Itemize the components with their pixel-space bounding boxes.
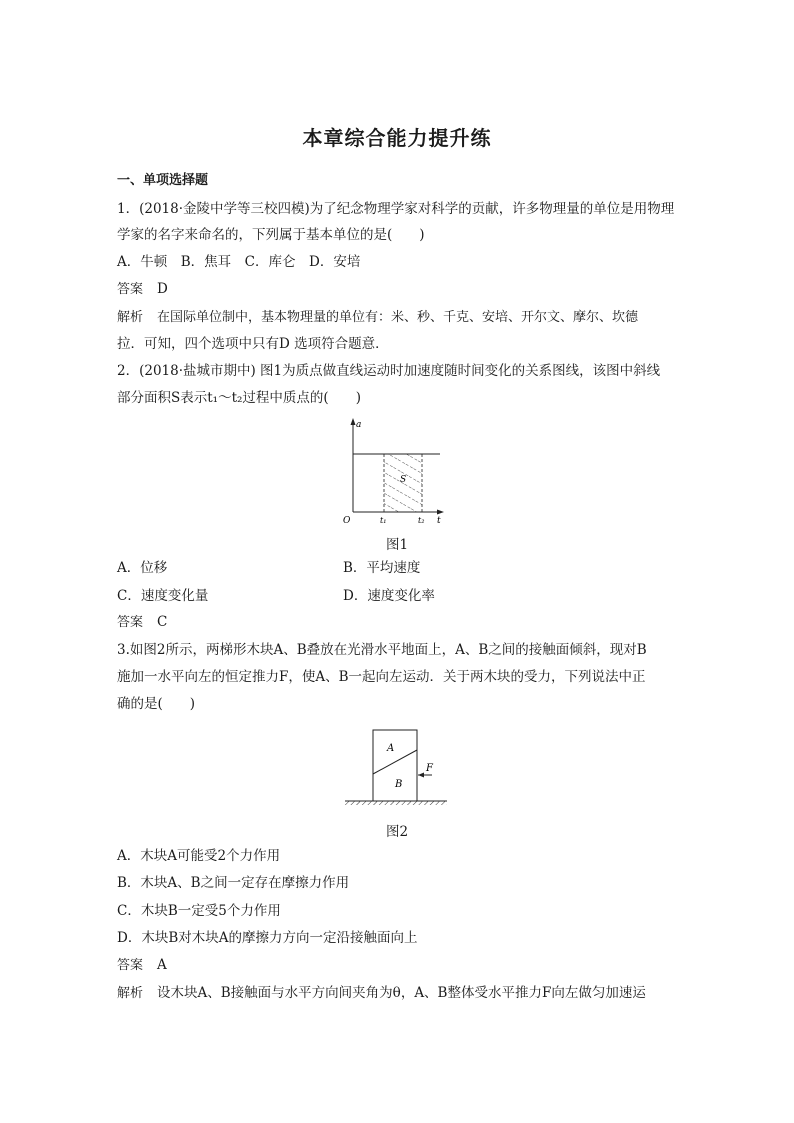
q1-answer bbox=[117, 280, 168, 299]
block-b-label: B bbox=[395, 779, 403, 790]
figure-1-caption: 图1 bbox=[385, 537, 409, 553]
t1-label: t₁ bbox=[380, 516, 387, 525]
section-heading: 一、单项选择题 bbox=[117, 173, 209, 188]
answer-label: 答案 bbox=[117, 958, 144, 973]
q2-stem-line1: 2．(2018·盐城市期中) 图1为质点做直线运动时加速度随时间变化的关系图线，该图中斜线 bbox=[117, 363, 661, 379]
q3-stem-line1: 3.如图2所示，两梯形木块A、B叠放在光滑水平地面上，A、B之间的接触面倾斜，现对B bbox=[117, 642, 647, 658]
answer-label: 答案 bbox=[117, 282, 144, 297]
q1-stem-line1: 1．(2018·金陵中学等三校四模)为了纪念物理学家对科学的贡献，许多物理量的单位是用物理 bbox=[117, 201, 675, 217]
area-label: S bbox=[400, 475, 407, 485]
q1-stem-line2: 学家的名字来命名的，下列属于基本单位的是( ) bbox=[117, 227, 425, 243]
page-title: 本章综合能力提升练 bbox=[302, 126, 492, 150]
q3-option-a: A．木块A可能受2个力作用 bbox=[117, 848, 281, 864]
analysis-label: 解析 bbox=[117, 310, 144, 325]
figure-1-graph bbox=[340, 416, 450, 528]
force-arrowhead bbox=[418, 773, 424, 778]
analysis-label: 解析 bbox=[117, 986, 144, 1001]
q3-option-c: C．木块B一定受5个力作用 bbox=[117, 903, 281, 919]
block-a-label: A bbox=[387, 743, 395, 754]
ground-hatch bbox=[345, 801, 447, 805]
q1-options: A．牛顿 B．焦耳 C．库仑 D．安培 bbox=[117, 254, 361, 270]
q3-answer bbox=[117, 956, 167, 975]
answer-label: 答案 bbox=[117, 615, 144, 630]
analysis-text: 在国际单位制中，基本物理量的单位有：米、秒、千克、安培、开尔文、摩尔、坎德 bbox=[157, 310, 639, 325]
answer-value: C bbox=[157, 614, 168, 630]
answer-value: D bbox=[157, 281, 168, 297]
q1-analysis-line1 bbox=[117, 308, 638, 327]
q2-stem-line2: 部分面积S表示t₁～t₂过程中质点的( ) bbox=[117, 390, 361, 406]
analysis-text: 设木块A、B接触面与水平方向间夹角为θ，A、B整体受水平推力F向左做匀加速运 bbox=[157, 985, 646, 1001]
q3-stem-line2: 施加一水平向左的恒定推力F，使A、B一起向左运动．关于两木块的受力，下列说法中正 bbox=[117, 669, 646, 685]
q2-option-b: B．平均速度 bbox=[343, 560, 421, 576]
figure-2-blocks bbox=[340, 725, 452, 811]
block-outline bbox=[373, 730, 417, 801]
q3-option-d: D．木块B对木块A的摩擦力方向一定沿接触面向上 bbox=[117, 930, 418, 946]
x-axis-label: t bbox=[437, 516, 441, 526]
y-axis-label: a bbox=[356, 420, 362, 430]
force-label: F bbox=[426, 763, 433, 774]
q2-option-d: D．速度变化率 bbox=[343, 588, 435, 604]
q2-answer bbox=[117, 613, 167, 632]
figure-2-caption: 图2 bbox=[385, 824, 409, 840]
contact-surface bbox=[373, 750, 417, 774]
y-axis-arrow bbox=[351, 418, 356, 425]
x-axis-arrow bbox=[437, 510, 444, 515]
q1-analysis-line2: 拉．可知，四个选项中只有D 选项符合题意． bbox=[117, 336, 389, 352]
q2-option-c: C．速度变化量 bbox=[117, 588, 209, 604]
q3-analysis-line1 bbox=[117, 984, 646, 1003]
q3-option-b: B．木块A、B之间一定存在摩擦力作用 bbox=[117, 875, 350, 891]
t2-label: t₂ bbox=[418, 516, 425, 525]
answer-value: A bbox=[157, 957, 167, 973]
origin-label: O bbox=[343, 516, 351, 526]
q2-option-a: A．位移 bbox=[117, 560, 168, 576]
q3-stem-line3: 确的是( ) bbox=[117, 696, 196, 712]
